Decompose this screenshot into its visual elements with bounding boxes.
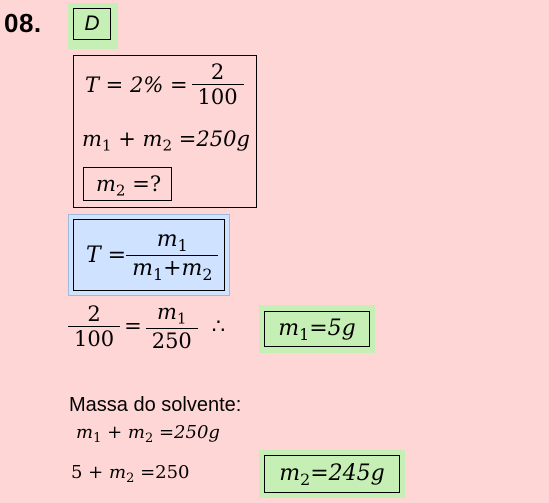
solute-result <box>264 311 370 347</box>
fraction-numerator: 2 <box>210 60 225 84</box>
question-number: 08. <box>4 8 42 38</box>
concentration-formula <box>73 219 225 291</box>
proportion-left-numerator: 2 <box>87 301 101 326</box>
solvent-result <box>264 455 400 493</box>
unknown-box <box>83 167 172 201</box>
mass-sum-equation <box>82 127 250 155</box>
solvent-substitution-equation <box>71 462 190 486</box>
formula-den-m2-subscript: 2 <box>202 264 213 284</box>
formula-num-symbol: m <box>156 226 178 252</box>
proportion-right-numerator <box>151 300 193 328</box>
solvent-subscript: 2 <box>300 469 311 489</box>
solvent-label: Massa do solvente: <box>69 394 242 416</box>
answer-letter: D <box>73 8 111 40</box>
eq2-lhs: 5 + <box>71 462 104 483</box>
formula-den-m1-subscript: 1 <box>152 264 164 284</box>
formula-den-plus: + <box>163 255 182 281</box>
concentration-lhs: T = 2% = <box>85 72 188 97</box>
eq1-rhs: =250g <box>158 422 220 443</box>
m2-symbol: m <box>142 127 163 151</box>
solvent-result-highlight <box>259 450 405 498</box>
solute-symbol: m <box>278 316 300 341</box>
solvent-value: =245g <box>310 461 385 486</box>
fraction-denominator: 100 <box>192 84 244 109</box>
solvent-symbol: m <box>279 461 301 486</box>
proportion-equation <box>68 300 225 353</box>
solute-result-highlight <box>259 305 375 353</box>
formula-denominator <box>126 255 218 284</box>
proportion-right-subscript: 1 <box>176 309 187 328</box>
m1-subscript: 1 <box>101 136 112 155</box>
therefore-symbol: ∴ <box>211 314 226 339</box>
proportion-equals: = <box>124 314 142 339</box>
eq1-m1-symbol: m <box>76 422 94 443</box>
formula-den-m2: m <box>181 255 203 281</box>
plus-sign: + <box>118 127 136 151</box>
m2-subscript: 2 <box>162 136 173 155</box>
proportion-right-symbol: m <box>156 300 177 324</box>
formula-den-m1: m <box>132 255 153 281</box>
eq1-m1-subscript: 1 <box>93 430 102 446</box>
solute-value: =5g <box>309 316 356 341</box>
concentration-equation <box>85 60 244 109</box>
proportion-left-denominator: 100 <box>68 326 120 351</box>
formula-num-subscript: 1 <box>177 235 188 255</box>
solvent-sum-equation <box>76 422 220 446</box>
m1-symbol: m <box>82 127 102 151</box>
unknown-subscript: 2 <box>115 181 126 200</box>
eq1-m2-symbol: m <box>127 422 145 443</box>
unknown-rhs: =? <box>132 172 162 196</box>
proportion-right-denominator: 250 <box>146 328 198 353</box>
formula-numerator <box>151 227 194 255</box>
answer-highlight <box>68 3 118 49</box>
proportion-right-fraction <box>146 300 198 353</box>
unknown-symbol: m <box>96 172 116 196</box>
formula-lhs: T = <box>86 242 127 268</box>
concentration-fraction <box>192 60 244 109</box>
eq1-plus: + <box>107 422 123 443</box>
eq1-m2-subscript: 2 <box>144 430 154 446</box>
eq2-m2-symbol: m <box>109 462 127 483</box>
mass-sum-rhs: =250g <box>178 127 250 151</box>
formula-highlight <box>68 214 230 296</box>
eq2-rhs: =250 <box>140 462 190 483</box>
solute-subscript: 1 <box>299 324 310 344</box>
proportion-left-fraction <box>68 302 120 351</box>
eq2-m2-subscript: 2 <box>126 470 135 486</box>
formula-fraction <box>126 227 218 284</box>
